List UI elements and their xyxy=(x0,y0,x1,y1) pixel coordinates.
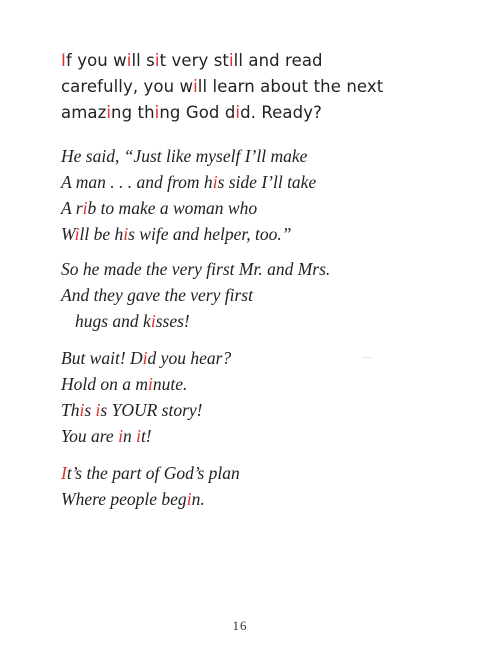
line-text: hugs and k xyxy=(75,311,151,331)
line-text: A man . . . and from h xyxy=(61,172,213,192)
poem-line xyxy=(61,195,441,221)
highlighted-letter: i xyxy=(123,224,129,244)
line-text: t! xyxy=(140,426,152,446)
highlighted-letter: i xyxy=(235,103,241,122)
highlighted-letter: i xyxy=(193,77,198,96)
poem-line xyxy=(61,308,441,334)
line-text: He said, “Just like myself I’ll make xyxy=(61,146,308,166)
line-text: ll learn about the next xyxy=(197,77,384,96)
poem-stanza-gods-plan xyxy=(61,460,441,512)
highlighted-letter: i xyxy=(126,51,132,70)
highlighted-letter: i xyxy=(74,224,80,244)
line-text: ll s xyxy=(131,51,155,70)
highlighted-letter: i xyxy=(154,103,160,122)
line-text: b to make a woman who xyxy=(87,198,258,218)
line-text: Where people beg xyxy=(61,489,187,509)
line-text: s side I’ll take xyxy=(217,172,317,192)
line-text: s YOUR story! xyxy=(100,400,203,420)
line-text: s wife and helper, too.” xyxy=(128,224,292,244)
highlighted-letter: I xyxy=(61,463,67,483)
line-text: d. Ready? xyxy=(240,103,322,122)
highlighted-letter: i xyxy=(136,426,141,446)
line-text: amaz xyxy=(61,103,107,122)
paper-speck xyxy=(362,357,372,358)
poem-line xyxy=(61,371,441,397)
poem-line xyxy=(61,345,441,371)
highlighted-letter: i xyxy=(154,51,160,70)
line-text: But wait! D xyxy=(61,348,143,368)
poem-line xyxy=(61,74,441,100)
line-text: Th xyxy=(61,400,80,420)
poem-line xyxy=(61,143,441,169)
poem-line xyxy=(61,100,441,126)
poem-line xyxy=(61,48,441,74)
poem-line xyxy=(61,282,441,308)
line-text: You are xyxy=(61,426,119,446)
highlighted-letter: i xyxy=(212,172,218,192)
highlighted-letter: i xyxy=(95,400,101,420)
highlighted-letter: i xyxy=(148,374,153,394)
highlighted-letter: i xyxy=(150,311,156,331)
line-text: ll be h xyxy=(79,224,124,244)
poem-line xyxy=(61,486,441,512)
line-text: d you hear? xyxy=(147,348,232,368)
poem-line xyxy=(61,169,441,195)
line-text: ng God d xyxy=(159,103,236,122)
line-text: nute. xyxy=(152,374,188,394)
line-text: n. xyxy=(191,489,205,509)
highlighted-letter: i xyxy=(142,348,148,368)
line-text: W xyxy=(61,224,75,244)
line-text: So he made the very first Mr. and Mrs. xyxy=(61,259,331,279)
highlighted-letter: i xyxy=(118,426,123,446)
poem-stanza-first-couple xyxy=(61,256,441,334)
poem-line xyxy=(61,221,441,247)
highlighted-letter: i xyxy=(82,198,88,218)
intro-paragraph xyxy=(61,48,441,126)
poem-line xyxy=(61,423,441,449)
line-text: s xyxy=(84,400,96,420)
highlighted-letter: I xyxy=(61,51,66,70)
highlighted-letter: i xyxy=(186,489,192,509)
line-text: sses! xyxy=(155,311,190,331)
line-text: carefully, you w xyxy=(61,77,194,96)
poem-line xyxy=(61,460,441,486)
line-text: ll and read xyxy=(233,51,323,70)
line-text: And they gave the very first xyxy=(61,285,253,305)
line-text: n xyxy=(122,426,137,446)
poem-line xyxy=(61,397,441,423)
highlighted-letter: i xyxy=(106,103,112,122)
highlighted-letter: i xyxy=(79,400,85,420)
page-number: 16 xyxy=(232,618,248,633)
line-text: A r xyxy=(61,198,83,218)
line-text: t’s the part of God’s plan xyxy=(66,463,240,483)
poem-stanza-your-story xyxy=(61,345,441,449)
highlighted-letter: i xyxy=(228,51,234,70)
line-text: ng th xyxy=(111,103,155,122)
poem-line xyxy=(61,256,441,282)
line-text: Hold on a m xyxy=(61,374,149,394)
line-text: t very st xyxy=(159,51,229,70)
poem-stanza-creation xyxy=(61,143,441,247)
line-text: f you w xyxy=(65,51,127,70)
